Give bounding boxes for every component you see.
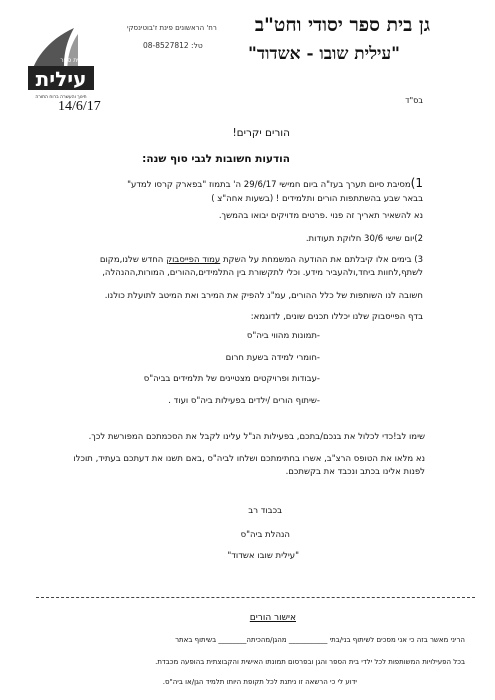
school-name-line2: "עילית שובו - אשדוד" [248,44,400,64]
item2-paragraph: 2)יום שישי 30/6 חלוקת תעודות. [305,234,423,244]
facebook-page-link: עמוד הפייסבוק [166,255,221,265]
school-logo [22,22,100,104]
school-name-line1: גן בית ספר יסודי וחט"ב [254,14,430,36]
approval-activities-line: בכל הפעילויות המשותפות לכל ילדי בית הספר והגן ובפרסום תמונתו האישית והקבוצתית בהופעה מכבדת. [155,658,465,666]
item3-paragraph [63,254,423,280]
item3-line2: לשתף,לחוות ביחד,ולהעביר מידע. וכלי לתקשורת בין התלמידים,ההורים, המורות,ההנהלה, [102,268,423,279]
approval-title: אישור הורים [249,613,296,623]
bullet-item: -חומרי למידה בשעת חרום [225,353,320,363]
item1-line2: בבאר שבע בהשתתפות הורים ותלמידים ! (בשעות אחה"צ ) [211,193,423,204]
approval-consent-line: הריני מאשר בזה כי אני מסכים לשיתוף בני/בתי ___________ מהגן/מהכיתה________ בשיתוף באתר [175,636,465,644]
signature-management: הנהלת ביה"ס [240,530,290,540]
item1-line1: 1)מסיבת סיום תערך בעז"ה ביום חמישי 29/6/17 ה' בתמוז "בפארק קרסו למדע" [127,176,423,190]
cut-line-divider [36,597,475,598]
form-request-paragraph [25,453,425,479]
signature-school: "עילית שובו אשדוד" [227,551,299,561]
bullet-item: -שיתוף הורים /ילדים בפעילות ביה"ס ועוד . [168,396,320,406]
partnership-paragraph: חשובה לנו השותפות של כלל ההורים, עמ"נ להפיק את המירב ואת המיטב לתועלת כולנו. [104,291,423,301]
consent-note: שימו לב!כדי לכלול את בנכם/בתכם, בפעילות הנ"ל עלינו לקבל את הסכמתכם המפורשת לכך. [88,432,425,442]
item1-note: נא להשאיר תאריך זה פנוי .פרטים מדויקים יבואו בהמשך. [218,211,423,221]
school-address: רח' הראשונים פינת ז'בוטינסקי [127,24,217,32]
letter-subject: הודעות חשובות לגבי סוף שנה: [142,153,290,165]
closing: בכבוד רב [248,506,282,516]
bullet-item: -עבודות ופרויקטים מצטיינים של תלמידים בביה"ס [143,374,320,384]
facebook-intro: בדף הפייסבוק שלנו יכללו תכנים שונים, לדוגמא: [250,312,423,322]
form-request-line1: נא מלאו את הטופס הרצ"ב, אשרו בחתימתכם ושלחו לביה"ס ,באם תשנו את דעתכם בעתיד, תוכלו [73,454,425,464]
item1-paragraph [63,174,423,206]
bsd-header: בס"ד [405,96,423,105]
logo-tagline: חינוך והעשרה ברוח התורה [35,95,87,100]
item3-line1: 3) בימים אלו קיבלתם את ההודעה המשמחת על השקת עמוד הפייסבוק החדש שלנו,מקום [99,255,423,265]
logo-small-text: בית ספר [60,57,82,64]
date-stamp: 14/6/17 [58,99,101,114]
sailboat-logo-icon [22,22,100,104]
form-request-line2: לפנות אלינו בכתב ונכבד את בקשתכם. [285,467,425,478]
greeting: הורים יקרים! [232,127,290,139]
bullet-item: -תמונות מהווי ביה"ס [246,331,320,341]
school-phone: טל: 08-8527812 [143,41,203,50]
logo-name: עילית [35,67,87,91]
item1-number: 1) [410,176,423,190]
approval-awareness-line: ידוע לי כי הרשאה זו ניתנת לכל תקופת היותו תלמיד הגן/או ביה"ס. [162,678,357,686]
